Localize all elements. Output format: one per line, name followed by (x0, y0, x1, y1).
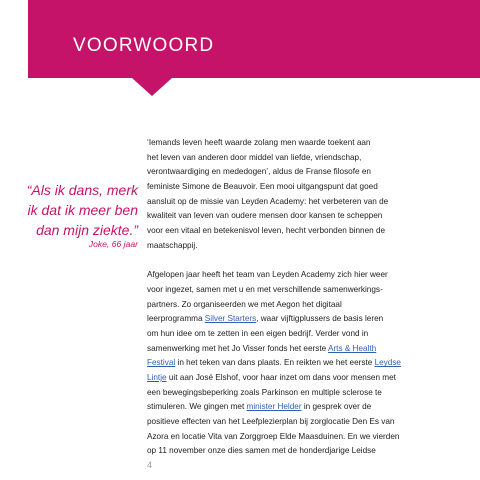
text-run: uit aan José Elshof, voor haar inzet om dans voor mensen met (166, 373, 396, 382)
body-line (147, 371, 407, 386)
body-line: kwaliteit van leven van oudere mensen door kansen te scheppen (147, 211, 383, 221)
pull-quote-line: ik dat ik meer ben (27, 202, 138, 218)
pull-quote-line: dan mijn ziekte.” (36, 222, 138, 238)
leydse-lintje-link[interactable]: Lintje (147, 373, 167, 382)
pull-quote-line: “Als ik dans, merk (26, 182, 138, 198)
body-line: het leven van anderen door middel van liefde, vriendschap, (147, 152, 362, 162)
page-number: 4 (147, 460, 153, 470)
minister-helder-link[interactable]: minister Helder (246, 402, 302, 412)
body-line (147, 400, 407, 415)
body-text (147, 136, 407, 459)
page-title: VOORWOORD (73, 35, 215, 56)
body-line: voor ingezet, samen met u en met verschillende samenwerkings- (147, 284, 383, 294)
body-line (147, 342, 407, 357)
body-line (147, 312, 407, 327)
arts-health-festival-link[interactable]: Festival (147, 358, 176, 368)
body-line: om hun idee om te zetten in een eigen bedrijf. Verder vond in (147, 328, 369, 338)
text-run: samenwerking met het Jo Visser fonds het eerste (147, 343, 328, 353)
leydse-lintje-link[interactable]: Leydse (374, 358, 401, 368)
pull-quote (20, 180, 138, 240)
header-notch (132, 78, 172, 96)
body-line (147, 356, 407, 371)
body-line: aansluit op de missie van Leyden Academy: het verbeteren van de (147, 196, 389, 206)
text-run: leerprogramma (147, 314, 205, 324)
body-line: een bewegingsbeperking zoals Parkinson en multiple sclerose te (147, 387, 382, 397)
body-line: partners. Zo organiseerden we met Aegon het digitaal (147, 299, 342, 309)
body-line: ‘Iemands leven heeft waarde zolang men waarde toekent aan (147, 138, 371, 147)
body-line: Afgelopen jaar heeft het team van Leyden Academy zich hier weer (147, 270, 388, 280)
body-line: feministe Simone de Beauvoir. Een mooi uitgangspunt dat goed (147, 182, 378, 192)
body-line: positieve effecten van het Leefplezierplan bij zorglocatie Den Es van (147, 417, 395, 427)
body-line: voor een vitaal en betekenisvol leven, hecht verbonden binnen de (147, 226, 386, 236)
quote-author: Joke, 66 jaar (88, 239, 138, 249)
body-line: op 11 november onze dies samen met de honderdjarige Leidse (147, 446, 376, 456)
silver-starters-link[interactable]: Silver Starters (204, 314, 257, 324)
body-line: Azora en locatie Vita van Zorggroep Elde Maasduinen. En we vierden (147, 431, 400, 441)
body-line: maatschappij. (147, 240, 198, 250)
text-run: in gesprek over de (301, 402, 372, 412)
text-run: , waar vijftigplussers de basis leren (256, 314, 384, 324)
paragraph-gap (147, 254, 407, 269)
body-line: verontwaardiging en mededogen’, aldus de Franse filosofe en (147, 167, 371, 177)
arts-health-festival-link[interactable]: Arts & Health (327, 343, 377, 353)
text-run: stimuleren. We gingen met (147, 402, 247, 412)
text-run: in het teken van dans plaats. En reikten we het eerste (175, 358, 375, 368)
